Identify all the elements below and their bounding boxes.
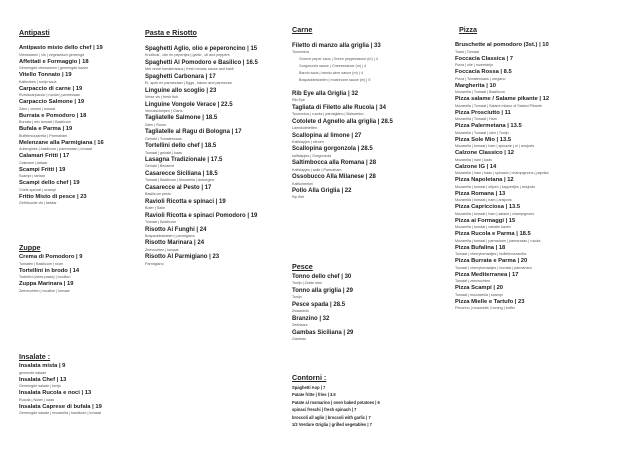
menu-item-name: Pizza ai Formaggi | 15 [455,217,516,224]
menu-item [19,180,141,194]
menu-item-description: Mozarella | tomaat | ham | spinazie | ei | ansjovis [455,144,535,149]
menu-item [145,45,285,59]
menu-item [292,145,442,159]
menu-item-name: Scampi Fritti | 19 [19,166,66,173]
menu-item-name: Affettati e Formaggio | 18 [19,58,89,65]
menu-item-name: Insalata Chef | 13 [19,376,67,383]
menu-item-description: Gambas [292,336,306,341]
menu-item-description: Tomaat | gehakt | kaas [145,150,182,155]
menu-item [19,404,141,418]
menu-item-description: Mozarella | ham | kaas | spinazie | champignons | paprika [455,171,549,176]
menu-item-description: Scampi | tartaar [19,174,45,179]
menu-item [292,315,442,329]
menu-item [19,126,141,140]
menu-item-name: Lasagna Tradizionale | 17.5 [145,157,223,164]
menu-item [292,173,442,187]
menu-item [292,187,442,201]
menu-item-name: Pizza Scampi | 20 [455,285,504,291]
menu-item [145,239,285,253]
zuppe-list [19,254,141,295]
menu-item-name: Vitello Tonnato | 19 [19,72,72,78]
side-dish-item: Patate fritte | fries | 3.5 [292,392,336,398]
menu-item-name: Spaghetti Aglio, olio e peperoncino | 15 [145,46,258,52]
menu-item-name: Pizza Capricciosa | 13.5 [455,204,521,210]
menu-item [455,42,635,56]
menu-item-name: Melenzane alla Parmigiana | 16 [19,139,104,146]
menu-item-description: Gemengde salade | mozarella | basilicum | tomaat [19,411,101,416]
section-pesce [292,262,442,342]
menu-item-name: Insalata Caprese di bufala | 19 [19,403,102,410]
menu-item-description: Mozarella | Tomaat | Basilicum [455,90,505,95]
menu-item-description: Toast | Tomaat [455,49,479,54]
menu-item [145,212,285,226]
menu-item [145,226,285,240]
menu-item-name: Calzone Classico | 12 [455,150,514,156]
menu-item [292,118,442,132]
menu-item-name: Foccacia Rossa | 8.5 [455,69,512,75]
menu-item-description: Calamari | tartaar [19,160,48,165]
menu-item-name: Gambas Siciliana | 29 [292,329,354,336]
menu-item-description: Kalfslapjes | citroen [292,139,324,144]
menu-item [145,142,285,156]
pizza-list [455,42,635,312]
menu-item-name: Pizza Napoletana | 12 [455,177,514,183]
menu-item [19,99,141,113]
menu-item-name: Bufala e Parma | 19 [19,126,73,132]
menu-item [145,101,285,115]
menu-item [19,254,141,268]
menu-item [455,231,635,245]
menu-item-description: Lamskoteletten [292,125,318,130]
section-title-contorni: Contorni : [292,373,327,382]
menu-item [455,177,635,191]
menu-item-description: Buffelmozzarella | Parmaham [19,133,68,138]
menu-item-description: Kalfslapjes | salie | Parmaham [292,167,342,172]
menu-item-description: Rucola | Noten | kaas [19,397,55,402]
menu-item-description: Ei, spek en parmezaan | Eggs , bacon and parmezan [145,81,232,86]
menu-item [19,59,141,73]
menu-item-description: Mozarella | Tomaat | Ham [455,117,497,122]
menu-item-name: Saltimbocca alla Romana | 28 [292,160,377,167]
menu-item-description: Verse vis | fresh fish [145,94,178,99]
menu-item-name: Tagliatelle Salmone | 18.5 [145,115,218,122]
menu-item-description: Mozarella | tomaat | olijven | kappertjes | ansjovis [455,184,536,189]
menu-item-name: Pesce spada | 28.5 [292,301,346,308]
menu-item-name: Linguine allo scoglio | 23 [145,87,217,94]
menu-item-description: Pecorino | mozarella | honing | truffel [455,306,515,311]
side-dish-item: broccoli all aglio | broccoli with garlic | 7 [292,414,371,420]
menu-item-name: Carpaccio Salmone | 19 [19,99,85,105]
menu-item-name: Risotto Ai Funghi | 24 [145,226,207,233]
section-zuppe [19,243,141,295]
menu-item-description: Rib Eye [292,98,305,103]
menu-item [19,86,141,100]
menu-item-name: Pizza Romana | 13 [455,190,506,197]
menu-item-description: Mozarella | tomaat | ham | salami | champignons [455,211,535,216]
menu-item-name: Spaghetti Carbonara | 17 [145,73,216,80]
menu-item-description: Rundscarpaccio | rucola | parmezaan [19,93,80,98]
menu-item-name: Scampi dello chef | 19 [19,180,80,186]
menu-item-description: Tomaten | Basilicum | room [19,261,64,266]
menu-item-name: Scallopina al limone | 27 [292,132,362,139]
menu-item-description: Zeevruchten | bouillon | tomaat [19,288,70,293]
menu-item-name: Antipasto misto dello chef | 19 [19,45,103,51]
menu-item-description: Zwaardvis [292,309,309,314]
menu-item [19,281,141,295]
menu-item-description: Kalfsvlees | tonijn saus [19,79,57,84]
menu-item-name: Tortellini in brodo | 14 [19,267,80,274]
section-title-pizza: Pizza [459,25,477,34]
menu-item-description: Tomaat | cherrytomaatjes | burrata | parmaham [455,265,532,270]
menu-item-name: Pizza Prosciutto | 11 [455,109,511,116]
menu-item [455,56,635,70]
menu-item [19,377,141,391]
menu-item [145,184,285,198]
section-title-insalate: Insalate : [19,352,51,361]
menu-item [292,104,442,118]
menu-item [292,273,442,287]
menu-item-description: Gehakt | Tomatensaus [145,136,182,141]
side-dish-item: spinaci freschi | fresh spinach | 7 [292,407,357,413]
menu-item [455,272,635,286]
menu-item-description: Tomaat | Basilicum | Mozarella | Aubergine [145,178,215,183]
menu-item [19,390,141,404]
antipasti-list [19,45,141,207]
menu-item-description: Bospaddestoelen | parmigiano [145,233,195,238]
menu-item-name: Tagliata di Filetto alle Rucola | 34 [292,104,386,111]
menu-item [19,113,141,127]
section-pizza [455,25,635,312]
menu-item-name: Pizza salame / Salame pikante | 12 [455,96,550,102]
menu-item-description: Tournedos [292,50,310,55]
menu-item-description: kalfslapjes | Gorgonzola [292,153,332,158]
menu-item [292,287,442,301]
menu-item-name: Risotto Marinara | 24 [145,240,205,247]
side-dish-item: 1/2 Verdure Griglia | grilled vegetables | 7 [292,422,372,428]
menu-item-description: Venusschelpen | Clans [145,108,183,113]
insalate-list [19,363,141,417]
menu-item-name: Foccacia Classica | 7 [455,55,514,62]
menu-item-description: gemende salade [19,370,47,375]
menu-item-name: Fritto Misto di pesce | 23 [19,193,87,200]
menu-item [455,137,635,151]
menu-item-name: Tonno alla griglia | 29 [292,287,353,294]
menu-item-description: Tonijn | Zoete uien [292,281,323,286]
menu-item-name: Casarecce al Pesto | 17 [145,184,212,191]
menu-item-description: Tortellini (vlees pasta) | bouillon [19,275,71,280]
sauce-option: Gorgonzola sauce | Cheesesauce (m) | 4 [299,63,367,68]
menu-item-name: Tonno dello chef | 30 [292,274,352,280]
menu-item-name: Insalata Rucola e noci | 13 [19,390,92,396]
menu-item [455,69,635,83]
menu-item-name: Spaghetti Al Pomodoro e Basilico | 16.5 [145,59,258,66]
menu-item-description: Vleeswaren | vis | vegetarisch gemengd [19,52,85,57]
menu-item-description: Zeevuchten | tomaat [145,247,179,252]
menu-item [455,285,635,299]
menu-item-description: Basilicum pesto [145,192,171,197]
menu-item-description: Tomaat | Basilicum [145,219,176,224]
pesce-list [292,273,442,342]
menu-item [455,164,635,178]
menu-item-description: Zalm | venkel | tomaat [19,106,56,111]
sauce-option: Groene peper saus | Green peppersauce (m) | 4 [299,56,378,61]
menu-item [292,42,442,90]
menu-item-description: Burrata | mix tomaat | Basilicum [19,120,71,125]
section-title-pasta: Pasta e Risotto [145,28,197,37]
pasta-list [145,45,285,267]
menu-item [145,156,285,170]
menu-item [292,329,442,343]
menu-item [145,87,285,101]
menu-item [455,245,635,259]
section-insalate [19,352,141,417]
menu-item [145,73,285,87]
menu-item [19,194,141,208]
sauce-option: Barolo saus | barolo wine sauce (m) | 4 [299,70,363,75]
menu-item-description: Mozarella | tomaat | parmaham | parmezaan | rucola [455,238,541,243]
menu-item-description: Met verse tomatensaus | fresh tomato sauce and basil [145,67,234,72]
menu-item-description: Tournedos | rucola | parmigiano | Balsamico [292,112,364,117]
menu-item [455,218,635,232]
menu-item [455,204,635,218]
menu-item-description: Boter | Salie [145,206,166,211]
menu-item-description: Gemengde vleeswaren | gemengde kazen [19,66,89,71]
menu-item-name: Scallopina gorgonzola | 28.5 [292,146,373,153]
menu-item-description: Mozarella | Tomaat | Salami milano of Salami Pikante [455,103,542,108]
menu-item [455,299,635,313]
menu-item-name: Calzone IG | 14 [455,163,497,170]
menu-item [455,83,635,97]
section-title-zuppe: Zuppe [19,243,41,252]
menu-item-description: Kip filet [292,195,305,200]
side-dish-item: Spaghetti Aop | 7 [292,385,326,390]
menu-item [145,198,285,212]
menu-item-name: Pizza Mediterranea | 17 [455,271,519,278]
menu-item-name: Crema di Pomodoro | 9 [19,254,83,260]
menu-item [292,301,442,315]
menu-item-name: Pizza Mielle e Tartufo | 23 [455,298,525,305]
menu-item-description: Knoflook , olie en pepertjes | garlic , oil and peppers [145,53,230,58]
section-contorni [292,373,442,428]
menu-item-name: Pizza Bufalina | 18 [455,244,506,251]
menu-item [455,150,635,164]
menu-item-name: Tortellini dello chef | 18.5 [145,143,217,150]
contorni-list [292,384,442,428]
menu-item-description: Parmigiano [145,261,164,266]
menu-item-description: Gemengde salade | tonijn [19,384,61,389]
menu-item-name: Branzino | 32 [292,315,330,322]
section-pasta [145,28,285,267]
menu-item-name: Burrata e Pomodoro | 18 [19,112,87,119]
menu-item [145,253,285,267]
sauce-option: Bospaddestoelen | mushroom sauce (m) | 5 [299,77,371,82]
menu-item [455,110,635,124]
menu-item-description: Pizza | Tomatensaus | oregano [455,76,506,81]
menu-item-description: Tonijn [292,295,302,300]
menu-item [145,114,285,128]
section-title-pesce: Pesce [292,262,313,271]
menu-item-description: Mozarella | tomaat | variatie kazen [455,225,512,230]
menu-item [19,268,141,282]
menu-item [292,132,442,146]
menu-item [455,191,635,205]
section-title-antipasti: Antipasti [19,28,50,37]
carne-list [292,42,442,201]
menu-item-name: Margherita | 10 [455,82,496,89]
section-title-carne: Carne [292,25,313,34]
menu-item-description: Pizza | olie | rozemarijn [455,63,493,68]
section-antipasti [19,28,141,207]
menu-item [145,128,285,142]
menu-item-name: Pollo Alla Griglia | 22 [292,188,352,195]
menu-item-name: Risotto Al Parmigiano | 23 [145,254,220,261]
menu-item [19,45,141,59]
menu-item-description: Zeebaars [292,322,308,327]
menu-item [292,90,442,104]
menu-item [19,72,141,86]
menu-item-description: Mozarella | ham | kaas [455,157,492,162]
menu-item-description: Kalfschenkel [292,181,313,186]
menu-item-description: Zalm | Room [145,122,167,127]
menu-item-description: Gefrituurde vis | tartaar [19,201,57,206]
menu-item-name: Ravioli Ricotta e spinaci | 19 [145,198,226,205]
menu-item-name: Zuppa Marinara | 19 [19,281,74,287]
menu-item [455,96,635,110]
menu-item-name: Pizza Sole Mio | 13.5 [455,136,512,143]
menu-item [145,59,285,73]
menu-item-name: Linguine Vongole Verace | 22.5 [145,101,233,108]
menu-item-name: Calamari Fritti | 17 [19,153,70,159]
menu-item-description: Tomaat | mozzarella | scampi [455,292,503,297]
menu-item-name: Pizza Rucola e Parma | 18.5 [455,231,531,237]
menu-item-name: Ossobucco Alla Milanese | 28 [292,174,376,181]
menu-item-name: Tagliatelle al Ragu di Bologna | 17 [145,129,242,136]
menu-item-name: Cotolete d Agnello alla griglia | 28.5 [292,118,393,125]
menu-item [145,170,285,184]
menu-item-description: Tomaat | cherrytomaatjes | buffelmozzarella [455,252,527,257]
menu-item-description: Chefs special | scampi [19,187,56,192]
menu-item-name: Casarecce Siciliana | 18.5 [145,171,218,178]
menu-item-description: Gehakt | Becamel [145,164,175,169]
menu-item-name: Pizza Burrata e Parma | 20 [455,258,528,264]
menu-item-description: Tomaat | zeevruchten [455,279,491,284]
menu-item-name: Bruschette al pomodoro (3st.) | 10 [455,42,549,48]
menu-item-name: Rib Eye alla Griglia | 32 [292,90,359,97]
menu-item-description: Mozarella | Tomaat | uien | Tonijn [455,130,509,135]
menu-item-name: Filetto di manzo alla griglia | 33 [292,43,381,49]
menu-item-name: Carpaccio di carne | 19 [19,85,83,92]
menu-item-name: Ravioli Ricotta e spinaci Pomodoro | 19 [145,212,258,219]
menu-item [19,140,141,154]
menu-item [292,159,442,173]
section-carne [292,25,442,201]
menu-item [455,258,635,272]
menu-item [19,363,141,377]
menu-item [19,153,141,167]
side-dish-item: Patate al rosmarino | oven baked potatoes | 6 [292,399,380,405]
menu-item-description: Aubergines | basilicum | parmezaan | tomaat [19,147,92,152]
menu-item [455,123,635,137]
menu-item-description: Mozarella | tomaat | ham | ansjovis [455,198,512,203]
menu-item [19,167,141,181]
menu-item-name: Pizza Palermetana | 13.5 [455,123,522,129]
menu-item-name: Insalata mista | 9 [19,363,66,369]
